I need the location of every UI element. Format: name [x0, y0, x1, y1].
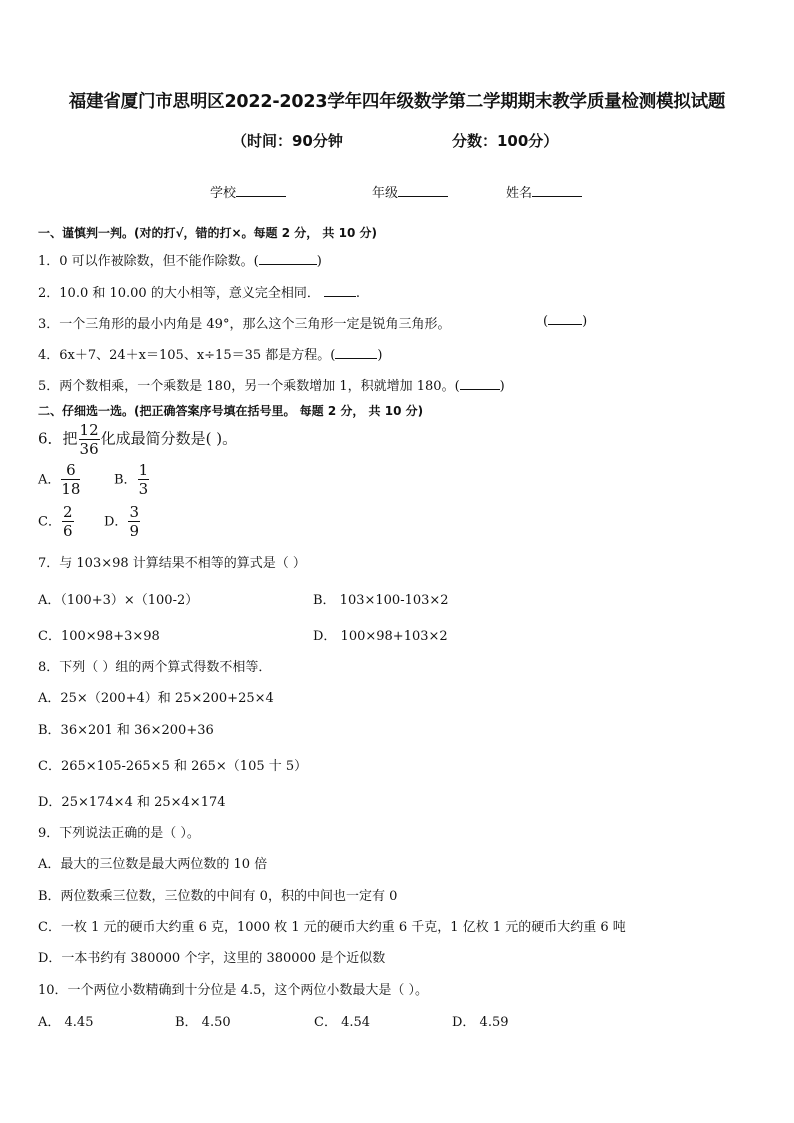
question-8-option-d[interactable]: D．25×174×4 和 25×4×174	[38, 795, 226, 810]
school-blank[interactable]	[236, 184, 286, 197]
exam-score: 分数：100分）	[452, 132, 559, 150]
grade-blank[interactable]	[398, 184, 448, 197]
school-field	[210, 182, 286, 201]
question-7: 7．与 103×98 计算结果不相等的算式是（ ）	[38, 556, 306, 571]
question-9-option-a[interactable]: A．最大的三位数是最大两位数的 10 倍	[38, 857, 268, 872]
question-8-option-a[interactable]: A．25×（200+4）和 25×200+25×4	[38, 691, 274, 706]
answer-blank-2[interactable]	[324, 285, 356, 297]
question-1: 1．0 可以作被除数，但不能作除数。( )	[38, 254, 322, 269]
question-7-option-c[interactable]: C．100×98+3×98	[38, 629, 160, 644]
page-title: 福建省厦门市思明区2022-2023学年四年级数学第二学期期末教学质量检测模拟试题	[68, 92, 726, 112]
fraction-1-3: $\frac{1}{3}$	[138, 461, 149, 498]
answer-blank-3[interactable]	[548, 313, 582, 325]
fraction-3-9: $\frac{3}{9}$	[129, 503, 139, 540]
name-label: 姓名	[506, 186, 533, 201]
question-9-option-d[interactable]: D．一本书约有 380000 个字，这里的 380000 是个近似数	[38, 951, 386, 966]
grade-field	[372, 182, 448, 201]
question-8: 8．下列（ ）组的两个算式得数不相等．	[38, 660, 272, 675]
question-3-answer: ( )	[543, 314, 588, 329]
question-9-option-c[interactable]: C．一枚 1 元的硬币大约重 6 克，1000 枚 1 元的硬币大约重 6 千克，1 亿枚 1 元的硬币大约重 6 吨	[38, 920, 626, 935]
school-label: 学校	[210, 186, 237, 201]
fraction-12-36: $\frac{12}{36}$	[79, 421, 99, 458]
question-10-option-b[interactable]: B． 4.50	[175, 1015, 231, 1030]
grade-label: 年级	[372, 186, 399, 201]
question-6-option-a[interactable]: A． $\frac{6}{18}$	[38, 461, 81, 498]
question-7-option-a[interactable]: A．（100+3）×（100-2）	[38, 593, 199, 608]
question-9-option-b[interactable]: B．两位数乘三位数，三位数的中间有 0，积的中间也一定有 0	[38, 889, 398, 904]
question-10-option-a[interactable]: A． 4.45	[38, 1015, 94, 1030]
name-blank[interactable]	[532, 184, 582, 197]
question-6-option-b[interactable]: B． $\frac{1}{3}$	[114, 461, 149, 498]
answer-blank-4[interactable]	[335, 347, 377, 359]
question-8-option-b[interactable]: B．36×201 和 36×200+36	[38, 723, 214, 738]
section-1-title: 一、谨慎判一判。(对的打√，错的打×。每题 2 分， 共 10 分)	[38, 226, 377, 240]
question-10-option-d[interactable]: D． 4.59	[452, 1015, 509, 1030]
question-10: 10．一个两位小数精确到十分位是 4.5，这个两位小数最大是（ ）。	[38, 983, 428, 998]
question-6-option-d[interactable]: D． $\frac{3}{9}$	[104, 503, 139, 540]
answer-blank-5[interactable]	[460, 378, 500, 390]
question-4: 4．6x＋7、24＋x＝105、x÷15＝35 都是方程。( )	[38, 348, 383, 363]
question-5: 5．两个数相乘，一个乘数是 180，另一个乘数增加 1，积就增加 180。( )	[38, 379, 505, 394]
question-7-option-b[interactable]: B． 103×100-103×2	[313, 593, 449, 608]
question-9: 9．下列说法正确的是（ ）。	[38, 826, 200, 841]
question-6: 6．把 $\frac{12}{36}$ 化成最简分数是( )。	[38, 421, 238, 458]
exam-time: （时间：90分钟	[232, 132, 343, 150]
question-8-option-c[interactable]: C．265×105-265×5 和 265×（105 十 5）	[38, 759, 308, 774]
name-field	[506, 182, 582, 201]
fraction-6-18: $\frac{6}{18}$	[61, 461, 81, 498]
question-7-option-d[interactable]: D． 100×98+103×2	[313, 629, 448, 644]
question-6-option-c[interactable]: C． $\frac{2}{6}$	[38, 503, 73, 540]
question-2: 2．10.0 和 10.00 的大小相等，意义完全相同． .	[38, 286, 360, 301]
question-3: 3．一个三角形的最小内角是 49°，那么这个三角形一定是锐角三角形。	[38, 317, 451, 332]
answer-blank-1[interactable]	[259, 253, 317, 265]
question-10-option-c[interactable]: C． 4.54	[314, 1015, 371, 1030]
section-2-title: 二、仔细选一选。(把正确答案序号填在括号里。 每题 2 分， 共 10 分)	[38, 404, 424, 418]
fraction-2-6: $\frac{2}{6}$	[62, 503, 73, 540]
